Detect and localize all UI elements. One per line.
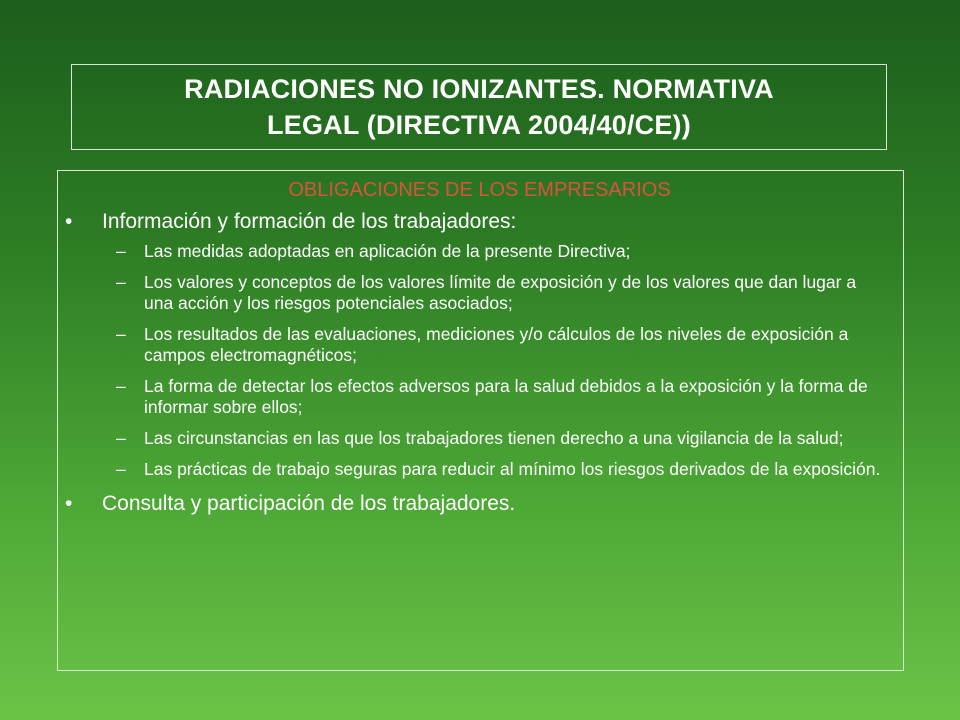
dash-mark: – [116,459,126,479]
slide-title [184,71,774,143]
sub-list-item [58,324,883,366]
title-line-2: LEGAL (DIRECTIVA 2004/40/CE)) [267,110,691,140]
sub-list-item [58,376,883,418]
bullet-item [58,490,883,517]
section-subtitle: OBLIGACIONES DE LOS EMPRESARIOS [288,179,671,201]
sub-item-text: Las circunstancias en las que los trabajadores tienen derecho a una vigilancia de la salud; [144,428,844,448]
dash-mark: – [116,241,126,261]
bullet-text: Información y formación de los trabajadores: [102,210,517,233]
bullet-mark: • [65,492,73,515]
dash-mark: – [116,272,126,292]
sub-item-text: La forma de detectar los efectos adversos para la salud debidos a la exposición y la forma de informar sobre ellos; [144,376,868,417]
sub-item-text: Los valores y conceptos de los valores límite de exposición y de los valores que dan lugar a una acción y los riesgos potenciales asociados; [144,272,857,313]
title-line-1: RADIACIONES NO IONIZANTES. NORMATIVA [184,74,774,104]
sub-list-item [58,241,883,262]
bullet-text: Consulta y participación de los trabajadores. [102,492,516,515]
sub-list-item [58,272,883,314]
sub-list-item [58,459,883,480]
sub-item-text: Los resultados de las evaluaciones, mediciones y/o cálculos de los niveles de exposición a campos electromagnéticos; [144,324,849,365]
dash-mark: – [116,324,126,344]
dash-mark: – [116,376,126,396]
bullet-mark: • [65,210,73,233]
sub-item-text: Las medidas adoptadas en aplicación de la presente Directiva; [144,241,631,261]
sub-item-text: Las prácticas de trabajo seguras para reducir al mínimo los riesgos derivados de la exposición. [144,459,881,479]
content-box [57,170,904,671]
bullet-item [58,208,883,235]
title-box [71,64,887,150]
sub-list-item [58,428,883,449]
dash-mark: – [116,428,126,448]
sub-list [58,241,883,480]
